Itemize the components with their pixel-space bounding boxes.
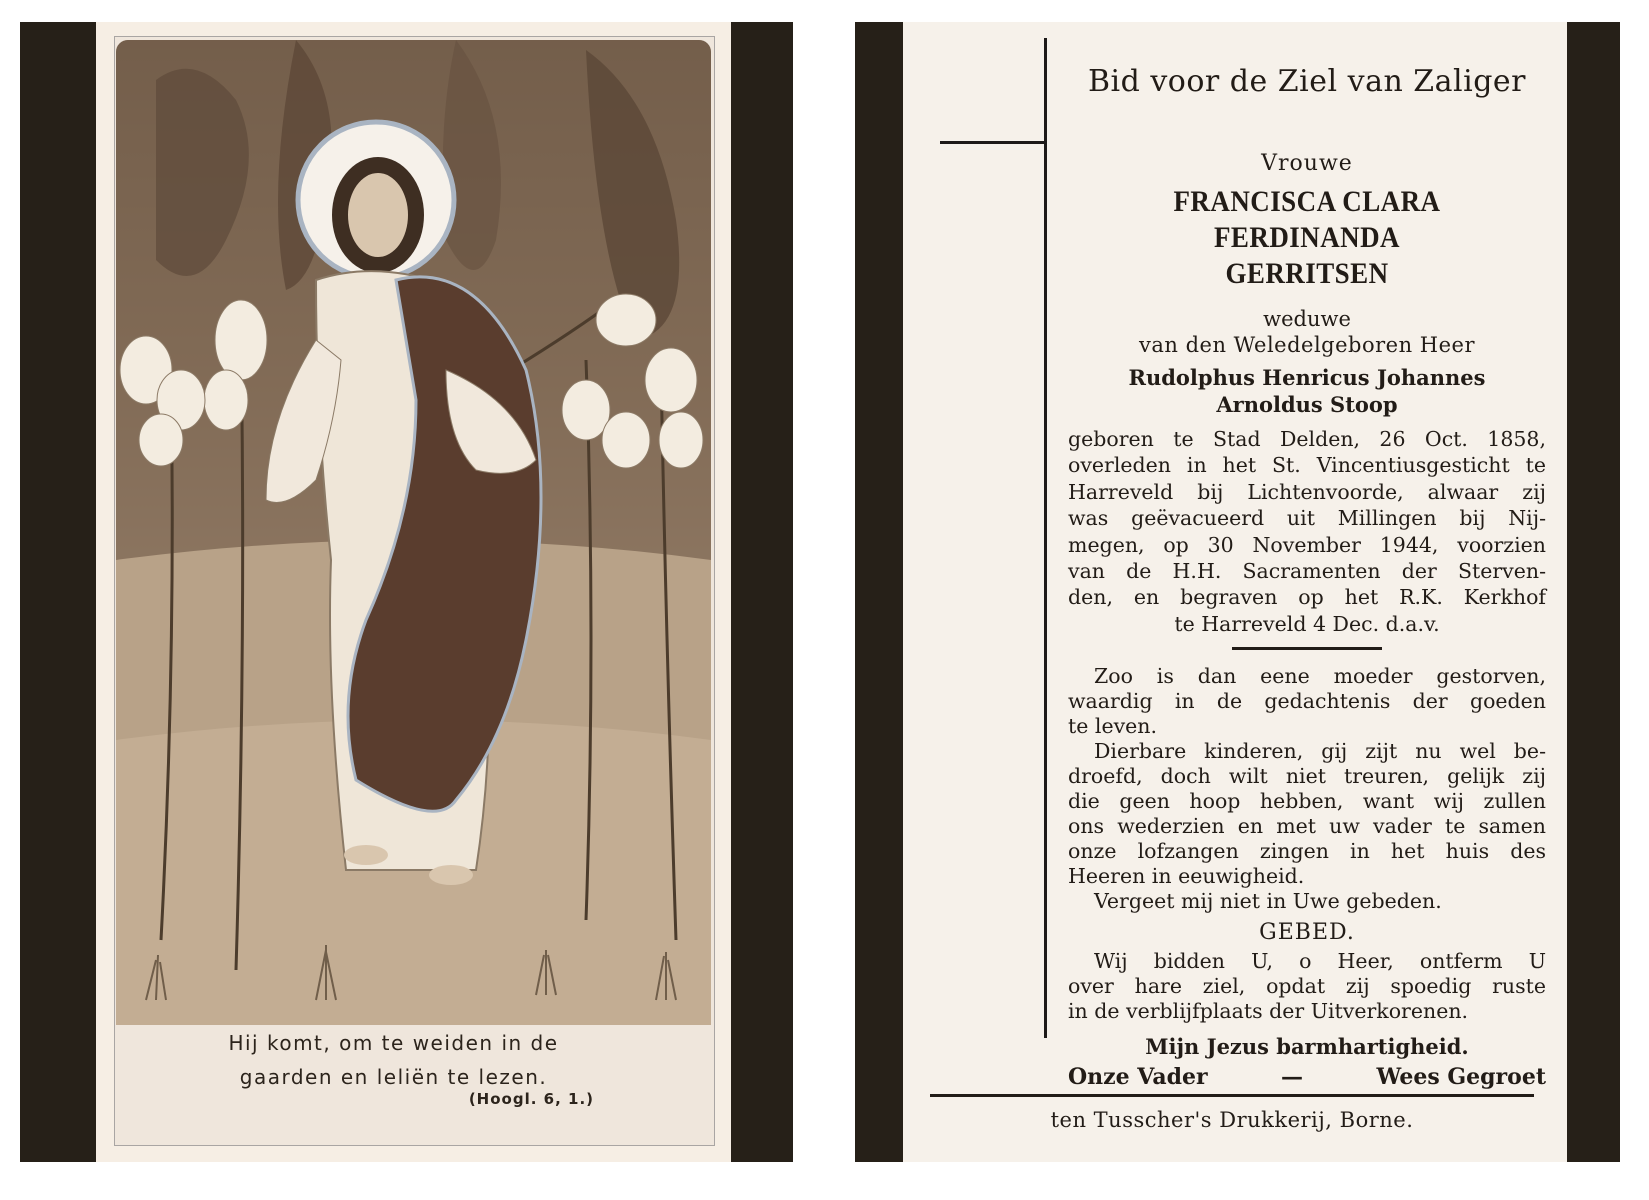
bio-line: overleden in het St. Vincentiusgesticht te <box>1068 453 1546 478</box>
poem-line: Heeren in eeuwigheid. <box>1068 864 1305 889</box>
poem-line: Dierbare kinderen, gij zijt nu wel be- <box>1094 739 1546 764</box>
printer-credit: ten Tusscher's Drukkerij, Borne. <box>1050 1108 1414 1132</box>
cross-horizontal-bar <box>940 141 1046 144</box>
poem-line: Zoo is dan eene moeder gestorven, <box>1094 664 1546 689</box>
cross-vertical-bar <box>1044 38 1047 1038</box>
poem-line: onze lofzangen zingen in het huis des <box>1068 839 1546 864</box>
closing-prayers <box>1068 1062 1546 1092</box>
prayer-text <box>1068 949 1546 1024</box>
hail-mary: Wees Gegroet <box>1376 1064 1546 1091</box>
bottom-rule <box>930 1094 1534 1097</box>
caption-line-2: gaarden en leliën te lezen. <box>239 1065 548 1089</box>
husband-name-line-2: Arnoldus Stoop <box>1216 392 1398 417</box>
mercy-invocation: Mijn Jezus barmhartigheid. <box>1145 1034 1469 1060</box>
bio-line: was geëvacueerd uit Millingen bij Nij- <box>1068 506 1546 531</box>
jesus-among-lilies-illustration <box>116 40 711 1025</box>
bio-line: te Harreveld 4 Dec. d.a.v. <box>1174 611 1440 636</box>
husband-name-line-1: Rudolphus Henricus Johannes <box>1128 365 1486 390</box>
biography <box>1068 426 1546 637</box>
scripture-reference: (Hoogl. 6, 1.) <box>468 1090 594 1108</box>
title-vrouwe: Vrouwe <box>1261 151 1353 176</box>
deceased-name-line-1: FRANCISCA CLARA FERDINANDA <box>1173 185 1441 254</box>
bio-line: megen, op 30 November 1944, voorzien <box>1068 532 1546 557</box>
memorial-text <box>1068 62 1546 1092</box>
poem-line: Vergeet mij niet in Uwe gebeden. <box>1094 889 1442 914</box>
prayer-line: over hare ziel, opdat zij spoedig ruste <box>1068 974 1546 999</box>
section-divider <box>1232 647 1382 650</box>
closing-dash: — <box>1281 1064 1304 1091</box>
prayer-heading: GEBED. <box>1259 920 1355 946</box>
poem-line: droefd, doch wilt niet treuren, gelijk zij <box>1068 764 1546 789</box>
poem-line: die geen hoop hebben, want wij zullen <box>1068 789 1546 814</box>
bio-line: van de H.H. Sacramenten der Sterven- <box>1068 559 1546 584</box>
poem-line: te leven. <box>1068 714 1158 739</box>
deceased-name-line-2: GERRITSEN <box>1225 257 1389 290</box>
bio-line: den, en begraven op het R.K. Kerkhof <box>1068 585 1546 610</box>
memorial-poem <box>1068 664 1546 914</box>
card-heading: Bid voor de Ziel van Zaliger <box>1087 64 1527 99</box>
bio-line: geboren te Stad Delden, 26 Oct. 1858, <box>1068 427 1546 451</box>
poem-line: ons wederzien en met uw vader te samen <box>1068 814 1546 839</box>
prayer-line: in de verblijfplaats der Uitverkorenen. <box>1068 999 1469 1024</box>
lord-label: van den Weledelgeboren Heer <box>1138 333 1476 357</box>
bio-line: Harreveld bij Lichtenvoorde, alwaar zij <box>1068 479 1546 504</box>
illustration-graphic <box>116 40 711 1025</box>
poem-line: waardig in de gedachtenis der goeden <box>1068 689 1546 714</box>
widow-label: weduwe <box>1263 307 1351 331</box>
caption-line-1: Hij komt, om te weiden in de <box>228 1031 559 1055</box>
prayer-line: Wij bidden U, o Heer, ontferm U <box>1094 949 1546 974</box>
our-father: Onze Vader <box>1068 1064 1208 1091</box>
scripture-caption <box>97 1010 690 1116</box>
